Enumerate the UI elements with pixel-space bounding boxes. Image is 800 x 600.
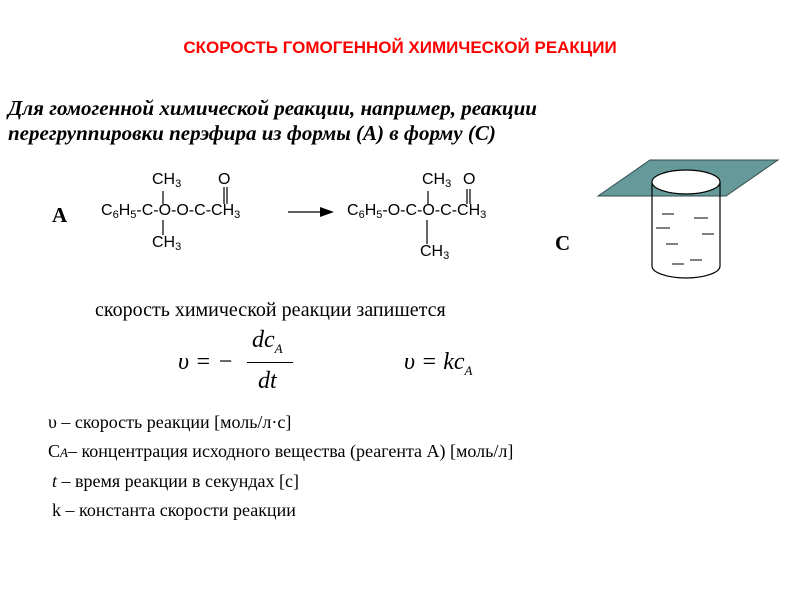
vessel-bottom [652, 266, 720, 278]
formula-a-h-sub: 5 [130, 209, 137, 221]
label-form-a: A [52, 203, 68, 227]
vessel-top [652, 170, 720, 194]
formula-c-top-sub: 3 [445, 178, 452, 190]
intro-line-2: перегруппировки перэфира из формы (A) в форму (C) [8, 121, 496, 145]
definition-v: υ – скорость реакции [моль/л·с] [48, 412, 292, 432]
formula-c-bottom-ch: CH [420, 243, 444, 260]
formula-a-chain-sub: 3 [234, 209, 241, 221]
formula-c-chain: -O-C-O-C-CH [382, 202, 481, 219]
definitions-list [48, 408, 513, 525]
vessel-liquid-dashes [656, 214, 714, 264]
formula-c-bottom-sub: 3 [443, 250, 450, 262]
definition-t-symbol: t [52, 471, 58, 491]
equation-2-main: υ = kc [404, 349, 465, 375]
formula-c-c: C [347, 202, 359, 219]
formula-a-chain: -C-O-O-C-CH [136, 202, 235, 219]
definition-c-symbol: C [48, 441, 61, 461]
page-title: СКОРОСТЬ ГОМОГЕННОЙ ХИМИЧЕСКОЙ РЕАКЦИИ [183, 38, 617, 57]
formula-c-top-ch: CH [422, 171, 446, 188]
formula-c-h: H [364, 202, 377, 219]
equation-2 [404, 349, 472, 379]
formula-c-c-sub: 6 [358, 209, 365, 221]
definition-c-sub: A [60, 445, 68, 460]
vessel-plane-icon [590, 150, 790, 290]
definition-c-text: – концентрация исходного вещества (реагента A) [моль/л] [67, 441, 514, 461]
equation-1-fraction-bar [247, 362, 293, 363]
definition-t-text: – время реакции в секундах [с] [57, 471, 299, 491]
label-form-c: C [555, 231, 571, 255]
equation-1-dc: dc [252, 327, 275, 353]
reaction-arrow-icon [288, 207, 334, 217]
definition-t [48, 467, 513, 496]
equation-1-denominator: dt [258, 368, 277, 394]
equation-2-sub: A [464, 363, 473, 378]
formula-a-oxygen: O [218, 171, 231, 188]
formula-a-c: C [101, 202, 113, 219]
equation-1-lhs: υ = − [178, 349, 234, 375]
formula-c-oxygen: O [463, 171, 476, 188]
formula-c-chain-sub: 3 [480, 209, 487, 221]
definition-c [48, 437, 513, 467]
intro-line-1: Для гомогенной химической реакции, например, реакции [8, 96, 537, 120]
formula-c-h-sub: 5 [376, 209, 383, 221]
formula-a-h: H [118, 202, 131, 219]
formula-a-top-ch: CH [152, 171, 176, 188]
rate-sentence: скорость химической реакции запишется [95, 299, 446, 321]
formula-a-bottom-sub: 3 [175, 241, 182, 253]
formula-a-bottom-ch: CH [152, 234, 176, 251]
equation-1-numerator [252, 327, 283, 357]
formula-a-c-sub: 6 [112, 209, 119, 221]
equation-1-dc-sub: A [274, 341, 283, 356]
formula-a-top-sub: 3 [175, 178, 182, 190]
definition-k: k – константа скорости реакции [52, 500, 296, 520]
